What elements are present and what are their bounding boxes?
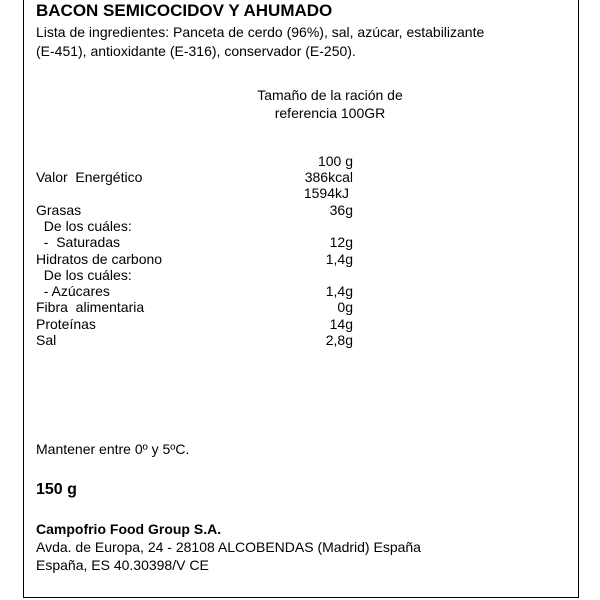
serving-line-2: referencia 100GR bbox=[274, 105, 386, 121]
nutrient-value: 36g bbox=[329, 202, 353, 218]
nutrient-label: Hidratos de carbono bbox=[36, 251, 163, 267]
company-registry: España, ES 40.30398/V CE bbox=[36, 557, 209, 573]
ingredients-line-1: Lista de ingredientes: Panceta de cerdo (96%), sal, azúcar, estabilizante bbox=[36, 24, 485, 40]
nutrient-label: Proteínas bbox=[36, 316, 96, 332]
nutrient-label: Sal bbox=[36, 332, 57, 348]
nutrient-value: 1594kJ bbox=[303, 185, 349, 201]
nutrient-label: - Saturadas bbox=[36, 234, 121, 250]
nutrient-value: 2,8g bbox=[325, 332, 353, 348]
nutrient-value: 1,4g bbox=[325, 251, 353, 267]
nutrient-label: Valor Energético bbox=[36, 169, 143, 185]
serving-line-1: Tamaño de la ración de bbox=[257, 87, 403, 103]
nutrient-label: Fibra alimentaria bbox=[36, 299, 145, 315]
nutrient-label: Grasas bbox=[36, 202, 82, 218]
net-weight: 150 g bbox=[36, 481, 77, 498]
nutrient-value: 386kcal bbox=[304, 169, 353, 185]
nutrient-value: 1,4g bbox=[325, 283, 353, 299]
company-name: Campofrio Food Group S.A. bbox=[36, 521, 222, 537]
nutrient-value: 0g bbox=[337, 299, 353, 315]
storage-instruction: Mantener entre 0º y 5ºC. bbox=[36, 441, 190, 457]
ingredients-line-2: (E-451), antioxidante (E-316), conservador (E-250). bbox=[36, 43, 356, 59]
nutrient-value: 14g bbox=[329, 316, 353, 332]
nutrient-label: De los cuáles: bbox=[36, 218, 132, 234]
product-title: BACON SEMICOCIDOV Y AHUMADO bbox=[36, 1, 333, 20]
company-address: Avda. de Europa, 24 - 28108 ALCOBENDAS (Madrid) España bbox=[36, 539, 421, 555]
nutrient-label: - Azúcares bbox=[36, 283, 110, 299]
nutrition-column-header: 100 g bbox=[317, 153, 353, 169]
nutrient-value: 12g bbox=[329, 234, 353, 250]
nutrient-label: De los cuáles: bbox=[36, 267, 132, 283]
